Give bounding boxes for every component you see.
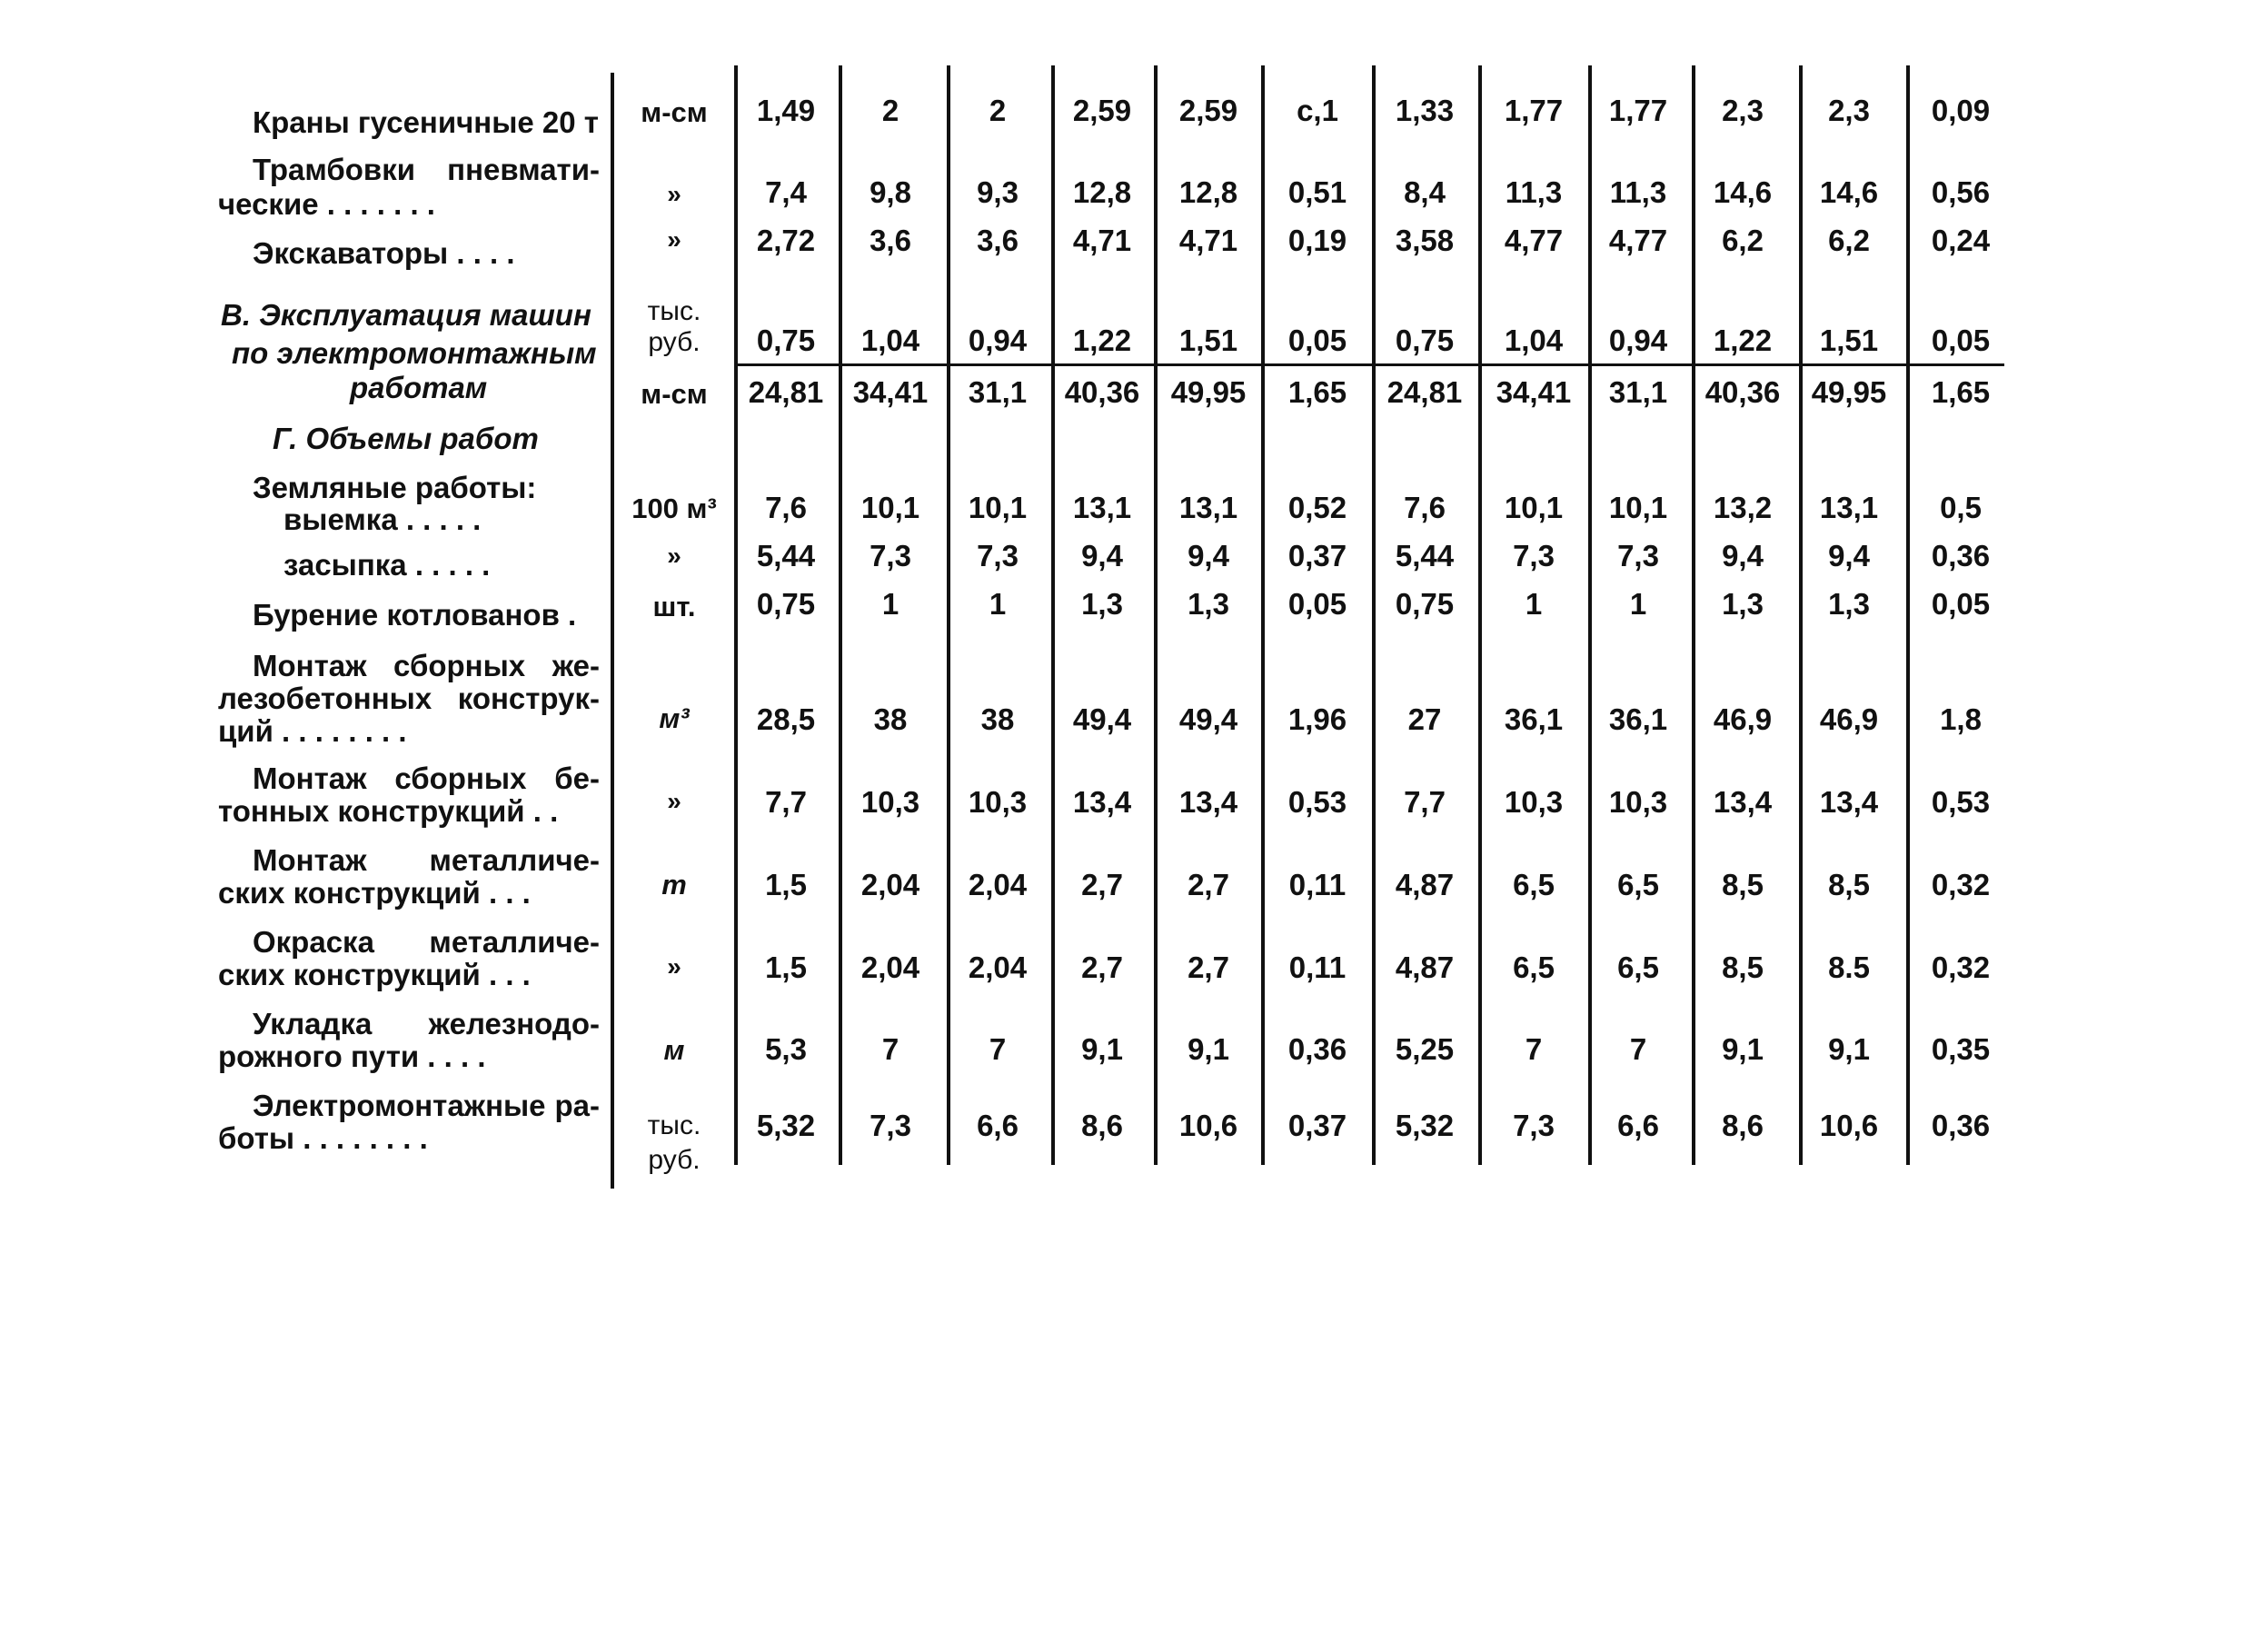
column-rule (1692, 65, 1695, 1165)
value-cell: 0,36 (1931, 539, 1991, 572)
row-label: Краны гусеничные 20 т (253, 105, 599, 139)
column-rule (1154, 65, 1158, 1165)
value-cell: 0,75 (1395, 323, 1455, 357)
value-cell: 4,77 (1504, 224, 1564, 257)
value-cell: 0,09 (1931, 94, 1991, 127)
value-cell: 31,1 (1608, 375, 1668, 409)
unit-cell: » (667, 542, 681, 570)
value-cell: 10,3 (860, 785, 920, 819)
value-cell: 5,3 (765, 1032, 807, 1066)
value-cell: 1 (1525, 587, 1543, 621)
value-cell: 10,3 (1608, 785, 1668, 819)
value-cell: 7,7 (765, 785, 807, 819)
value-cell: 13,4 (1713, 785, 1773, 819)
row-label: Электромонтажные ра- (253, 1089, 600, 1122)
value-cell: 6,6 (977, 1109, 1019, 1142)
value-cell: 8.5 (1828, 950, 1870, 984)
value-cell: 6,5 (1617, 868, 1659, 901)
value-cell: 40,36 (1704, 375, 1781, 409)
value-cell: 0,53 (1931, 785, 1991, 819)
value-cell: 1,5 (765, 950, 807, 984)
value-cell: 2,72 (756, 224, 816, 257)
value-cell: 13,1 (1819, 491, 1879, 524)
value-cell: 0,05 (1931, 323, 1991, 357)
row-label: Экскаваторы . . . . (253, 236, 515, 270)
row-label: ческие . . . . . . . (218, 187, 435, 221)
row-label: ций . . . . . . . . (218, 714, 407, 748)
row-label: по электромонтажным (232, 336, 597, 370)
value-cell: 3,58 (1395, 224, 1455, 257)
value-cell: 3,6 (870, 224, 911, 257)
value-cell: 1 (989, 587, 1007, 621)
value-cell: 9,1 (1722, 1032, 1764, 1066)
value-cell: 2 (881, 94, 899, 127)
value-cell: 1,51 (1178, 323, 1238, 357)
value-cell: 0,51 (1287, 175, 1347, 209)
value-cell: 1,22 (1072, 323, 1132, 357)
value-cell: 46,9 (1713, 702, 1773, 736)
unit-cell: м³ (659, 702, 690, 734)
row-label: В. Эксплуатация машин (221, 298, 591, 332)
column-rule (1478, 65, 1482, 1165)
value-cell: 0,11 (1288, 950, 1347, 984)
value-cell: 36,1 (1504, 702, 1564, 736)
unit-cell: 100 м³ (631, 493, 717, 524)
value-cell: 5,44 (756, 539, 816, 572)
value-cell: 6,5 (1513, 950, 1555, 984)
row-label: Трамбовки пневмати- (253, 153, 600, 186)
column-rule (1906, 65, 1910, 1165)
value-cell: 7,3 (870, 539, 911, 572)
value-cell: 2,7 (1188, 868, 1229, 901)
value-cell: 0,53 (1287, 785, 1347, 819)
unit-cell: » (667, 787, 681, 815)
value-cell: 4,77 (1608, 224, 1668, 257)
value-cell: 8,4 (1404, 175, 1446, 209)
value-cell: 1,3 (1188, 587, 1229, 621)
row-label: тонных конструкций . . (218, 794, 559, 828)
value-cell: 11,3 (1505, 175, 1563, 209)
value-cell: 8,6 (1081, 1109, 1123, 1142)
value-cell: 5,32 (756, 1109, 816, 1142)
value-cell: 2,7 (1081, 868, 1123, 901)
value-cell: 6,6 (1617, 1109, 1659, 1142)
value-cell: 1,33 (1395, 94, 1455, 127)
value-cell: 4,71 (1072, 224, 1132, 257)
value-cell: 3,6 (977, 224, 1019, 257)
value-cell: 1,3 (1081, 587, 1123, 621)
value-cell: 10,3 (968, 785, 1028, 819)
value-cell: 0,56 (1931, 175, 1991, 209)
row-label: Монтаж сборных же- (253, 649, 600, 682)
value-cell: 10,6 (1178, 1109, 1238, 1142)
unit-cell: м-см (641, 96, 708, 128)
value-cell: 0,36 (1287, 1032, 1347, 1066)
value-cell: 9,3 (977, 175, 1019, 209)
value-cell: 24,81 (1386, 375, 1463, 409)
value-cell: 1,65 (1931, 375, 1991, 409)
value-cell: 49,4 (1178, 702, 1238, 736)
value-cell: 1 (1629, 587, 1647, 621)
row-label: ских конструкций . . . (218, 958, 531, 991)
value-cell: 0,94 (1608, 323, 1668, 357)
row-label: Бурение котлованов . (253, 598, 577, 632)
value-cell: 7,3 (870, 1109, 911, 1142)
value-cell: 0,36 (1931, 1109, 1991, 1142)
value-cell: 7 (1525, 1032, 1543, 1066)
unit-cell: м-см (641, 378, 708, 410)
value-cell: 1,65 (1287, 375, 1347, 409)
value-cell: 0,75 (756, 323, 816, 357)
row-label: Укладка железнодо- (253, 1007, 600, 1040)
value-cell: 7,3 (1513, 539, 1555, 572)
value-cell: 1,8 (1940, 702, 1982, 736)
row-label: работам (350, 371, 488, 404)
value-cell: 0,75 (756, 587, 816, 621)
value-cell: 9,1 (1081, 1032, 1123, 1066)
value-cell: 9,1 (1188, 1032, 1229, 1066)
row-label: Монтаж сборных бе- (253, 761, 600, 795)
row-label: лезобетонных конструк- (218, 682, 600, 715)
value-cell: 13,4 (1178, 785, 1238, 819)
row-label: рожного пути . . . . (218, 1040, 486, 1073)
value-cell: 6,2 (1722, 224, 1764, 257)
unit-cell: руб. (648, 1145, 701, 1175)
value-cell: 10,1 (968, 491, 1028, 524)
value-cell: 7,3 (977, 539, 1019, 572)
value-cell: 6,5 (1617, 950, 1659, 984)
unit-cell: » (667, 225, 681, 254)
row-label: Монтаж металличе- (253, 843, 600, 877)
value-cell: 5,44 (1395, 539, 1455, 572)
unit-cell: шт. (652, 591, 696, 622)
value-cell: 13,2 (1713, 491, 1773, 524)
value-cell: 10,1 (1504, 491, 1564, 524)
value-cell: 0,05 (1287, 587, 1347, 621)
unit-cell: т (661, 869, 687, 901)
value-cell: 10,1 (860, 491, 920, 524)
value-cell: 6,5 (1513, 868, 1555, 901)
value-cell: 7,4 (765, 175, 807, 209)
row-label: боты . . . . . . . . (218, 1121, 428, 1155)
value-cell: 36,1 (1608, 702, 1668, 736)
value-cell: 2,59 (1178, 94, 1238, 127)
value-cell: 13,4 (1819, 785, 1879, 819)
value-cell: 7,3 (1617, 539, 1659, 572)
value-cell: 5,32 (1395, 1109, 1455, 1142)
column-rule (1051, 65, 1055, 1165)
value-cell: 11,3 (1609, 175, 1667, 209)
column-rule (1588, 65, 1592, 1165)
value-cell: 0,35 (1931, 1032, 1991, 1066)
value-cell: 2,04 (968, 868, 1028, 901)
value-cell: 2,3 (1828, 94, 1870, 127)
value-cell: 0,52 (1287, 491, 1347, 524)
value-cell: 14,6 (1713, 175, 1773, 209)
value-cell: 7 (881, 1032, 899, 1066)
value-cell: 2,04 (860, 950, 920, 984)
value-cell: 13,4 (1072, 785, 1132, 819)
value-cell: 46,9 (1819, 702, 1879, 736)
column-rule (1261, 65, 1265, 1165)
value-cell: 7,3 (1513, 1109, 1555, 1142)
value-cell: 7,7 (1404, 785, 1446, 819)
unit-cell: » (667, 952, 681, 980)
value-cell: 0,37 (1287, 539, 1347, 572)
value-cell: 49,95 (1170, 375, 1247, 409)
value-cell: 8,5 (1828, 868, 1870, 901)
value-cell: 34,41 (1496, 375, 1572, 409)
value-cell: 13,1 (1072, 491, 1132, 524)
column-rule (947, 65, 950, 1165)
value-cell: 12,8 (1072, 175, 1132, 209)
value-cell: 1,3 (1722, 587, 1764, 621)
value-cell: 38 (980, 702, 1015, 736)
value-cell: 14,6 (1819, 175, 1879, 209)
value-cell: 0,32 (1931, 950, 1991, 984)
value-cell: 10,1 (1608, 491, 1668, 524)
value-cell: 9,8 (870, 175, 911, 209)
column-rule (1372, 65, 1376, 1165)
value-cell: 10,6 (1819, 1109, 1879, 1142)
value-cell: 7,6 (1404, 491, 1446, 524)
row-label: засыпка . . . . . (283, 548, 491, 582)
row-label: Г. Объемы работ (273, 422, 539, 455)
value-cell: 1,5 (765, 868, 807, 901)
value-cell: 49,4 (1072, 702, 1132, 736)
value-cell: 0,19 (1287, 224, 1347, 257)
value-cell: 0,94 (968, 323, 1028, 357)
value-cell: 27 (1407, 702, 1442, 736)
value-cell: 1 (881, 587, 899, 621)
unit-cell: м (663, 1034, 685, 1066)
value-cell: 34,41 (852, 375, 929, 409)
value-cell: 7,6 (765, 491, 807, 524)
value-cell: 2 (989, 94, 1007, 127)
value-cell: 0,75 (1395, 587, 1455, 621)
value-cell: 9,4 (1722, 539, 1764, 572)
unit-cell: руб. (648, 327, 701, 357)
value-cell: 10,3 (1504, 785, 1564, 819)
unit-cell: » (667, 180, 681, 208)
row-label: ских конструкций . . . (218, 876, 531, 910)
column-rule (734, 65, 738, 1165)
value-cell: 0,11 (1288, 868, 1347, 901)
value-cell: 4,87 (1395, 950, 1455, 984)
value-cell: 1,04 (860, 323, 920, 357)
value-cell: 9,4 (1828, 539, 1870, 572)
value-cell: 8,5 (1722, 868, 1764, 901)
value-cell: 31,1 (968, 375, 1028, 409)
value-cell: 7 (989, 1032, 1007, 1066)
row-label: Земляные работы: (253, 471, 537, 504)
value-cell: с,1 (1297, 94, 1338, 127)
value-cell: 1,49 (756, 94, 816, 127)
value-cell: 2,04 (860, 868, 920, 901)
unit-cell: тыс. (647, 296, 701, 326)
value-cell: 9,1 (1828, 1032, 1870, 1066)
value-cell: 24,81 (748, 375, 824, 409)
value-cell: 8,5 (1722, 950, 1764, 984)
value-cell: 1,77 (1504, 94, 1564, 127)
value-cell: 2,59 (1072, 94, 1132, 127)
value-cell: 2,04 (968, 950, 1028, 984)
value-cell: 13,1 (1178, 491, 1238, 524)
column-rule (839, 65, 842, 1165)
value-cell: 7 (1629, 1032, 1647, 1066)
value-cell: 28,5 (756, 702, 816, 736)
unit-cell: тыс. (647, 1110, 701, 1140)
value-cell: 1,96 (1287, 702, 1347, 736)
value-cell: 9,4 (1081, 539, 1123, 572)
value-cell: 49,95 (1811, 375, 1887, 409)
value-cell: 1,77 (1608, 94, 1668, 127)
value-cell: 9,4 (1188, 539, 1229, 572)
value-cell: 4,71 (1178, 224, 1238, 257)
row-label: Окраска металличе- (253, 925, 600, 959)
value-cell: 6,2 (1828, 224, 1870, 257)
column-rule (1799, 65, 1803, 1165)
fraction-rule (734, 363, 2004, 366)
value-cell: 0,05 (1931, 587, 1991, 621)
value-cell: 1,04 (1504, 323, 1564, 357)
value-cell: 0,37 (1287, 1109, 1347, 1142)
row-label: выемка . . . . . (283, 503, 482, 536)
value-cell: 1,3 (1828, 587, 1870, 621)
value-cell: 40,36 (1064, 375, 1140, 409)
value-cell: 0,05 (1287, 323, 1347, 357)
column-rule (611, 73, 614, 1189)
value-cell: 38 (873, 702, 908, 736)
value-cell: 2,7 (1081, 950, 1123, 984)
value-cell: 12,8 (1178, 175, 1238, 209)
value-cell: 1,51 (1819, 323, 1879, 357)
value-cell: 5,25 (1395, 1032, 1455, 1066)
value-cell: 4,87 (1395, 868, 1455, 901)
value-cell: 0,5 (1940, 491, 1982, 524)
value-cell: 0,32 (1931, 868, 1991, 901)
value-cell: 2,3 (1722, 94, 1764, 127)
value-cell: 1,22 (1713, 323, 1773, 357)
value-cell: 8,6 (1722, 1109, 1764, 1142)
value-cell: 0,24 (1931, 224, 1991, 257)
value-cell: 2,7 (1188, 950, 1229, 984)
